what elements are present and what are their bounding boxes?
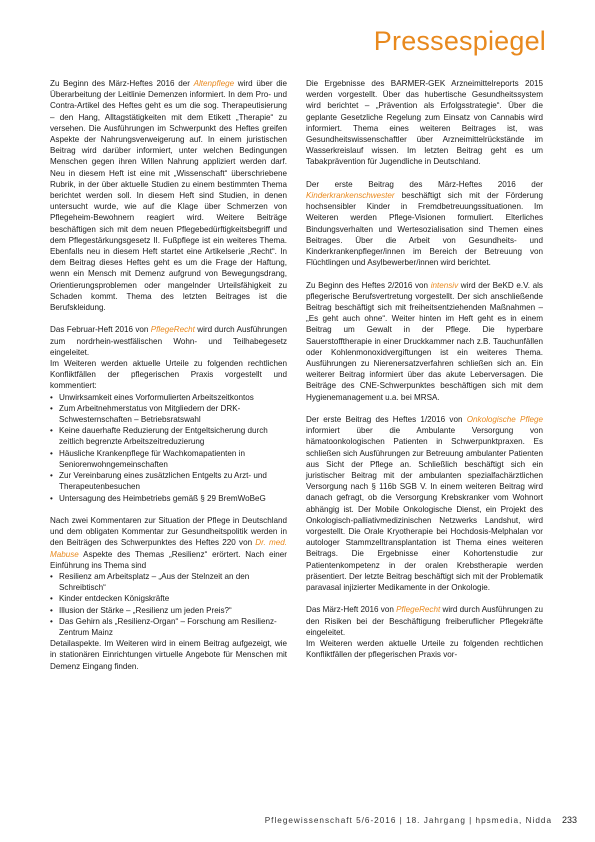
footer-citation: Pflegewissenschaft 5/6-2016 | 18. Jahrgang | hpsmedia, Nidda <box>264 816 552 825</box>
list-item: • Keine dauerhafte Reduzierung der Entgeltsicherung durch zeitlich begrenzte Arbeitszeitreduzierung <box>50 425 287 447</box>
text-segment: Die Ergebnisse des BARMER-GEK Arzneimittelreports 2015 werden vorgestellt. Über das hubertische Gesundheitssystem wird berichtet – „Prävention als Erfolgsstrategie“. Über die geplante Gesetzliche Regelung zum Einsatz von Cannabis wird informiert. Thema eines weiteren Beitrages ist, was Gesundheitswissenschaftler über Arzneimittelrückstände im Wasserkreislauf wissen. Im letzten Beitrag geht es um Tabakprävention für Jugendliche in Deutschland. <box>306 79 543 167</box>
journal-name: Onkologische Pflege <box>466 415 543 425</box>
text-segment: wird der BeKD e.V. als pflegerische Berufsvertretung vorgestellt. Der sich anschließende Beitrag beschäftigt sich mit freiheitsentziehenden Maßnahmen – „Es geht auch ohne“. Weiter hinten im Heft geht es in einem Beitrag um Gewalt in der Pflege. Die hyperbare Sauerstofftherapie in einer Druckkammer nach z.B. Tauchunfällen oder Kohlenmonoxidvergiftungen ist ein weiteres Thema. Ausführungen zu Nierenersatzverfahren schließen sich an. Ein weiterer Beitrag informiert über das akute Leberversagen. Die Beiträge des CNE-Schwerpunktes beschäftigen sich mit dem Hygienemanagement u.a. bei MRSA. <box>306 280 543 402</box>
text-segment: Im Weiteren werden aktuelle Urteile zu folgenden rechtlichen Konfliktfällen der pflegerischen Praxis vor- <box>306 639 543 660</box>
article-paragraph <box>306 638 543 660</box>
journal-name: Altenpflege <box>193 79 235 88</box>
list-item: • Untersagung des Heimbetriebs gemäß § 29 BremWoBeG <box>50 493 287 504</box>
article-paragraph <box>306 414 543 593</box>
list-item: • Kinder entdecken Königskräfte <box>50 593 287 604</box>
list-item: • Resilienz am Arbeitsplatz – „Aus der Stelnzeit an den Schreibtisch“ <box>50 571 287 593</box>
journal-name: PflegeRecht <box>150 325 195 335</box>
journal-name: Dr. med. Mabuse <box>50 538 287 559</box>
bullet-list <box>50 571 287 638</box>
list-item: • Illusion der Stärke – „Resilienz um jeden Preis?“ <box>50 605 287 616</box>
article-paragraph <box>306 280 543 403</box>
text-segment: Detailaspekte. Im Weiteren wird in einem Beitrag aufgezeigt, wie in stationären Einrichtungen virtuelle Angebote für Menschen mit Demenz Eingang finden. <box>50 639 287 671</box>
article-paragraph <box>306 78 543 168</box>
text-segment: Der erste Beitrag des März-Heftes 2016 der <box>306 179 543 189</box>
list-item: • Unwirksamkeit eines Vorformulierten Arbeitszeitkontos <box>50 392 287 403</box>
text-segment: Aspekte des Themas „Resilienz“ erörtert. Nach einer Einführung ins Thema sind <box>50 549 287 570</box>
text-segment: Im Weiteren werden aktuelle Urteile zu folgenden rechtlichen Konfliktfällen der pflegerischen Praxis vorgestellt und kommentiert: <box>50 359 287 391</box>
journal-name: Kinderkrankenschwester <box>306 191 395 201</box>
article-paragraph <box>306 604 543 638</box>
article-paragraph <box>306 179 543 269</box>
journal-name: intensiv <box>430 280 459 290</box>
list-item: • Das Gehirn als „Resilienz-Organ“ – Forschung am Resilienz-Zentrum Mainz <box>50 616 287 638</box>
list-item: • Zur Vereinbarung eines zusätzlichen Entgelts zu Arzt- und Therapeutenbesuchen <box>50 470 287 492</box>
article-paragraph <box>50 324 287 358</box>
text-segment: beschäftigt sich mit der Förderung hochsensibler Kinder in Fremdbetreuungssituationen. Im Weiteren werden Pflege-Visionen formuliert. Elterliches Bindungsverhalten und Wertesozialisation sind Themen eines Beitrages. Über die Arbeit von Gesundheits- und Kinderkrankenpfleger/innen im Bereich der Betreuung von Flüchtlingen und Asylbewerber/innen wird berichtet. <box>306 191 543 268</box>
bullet-list <box>50 392 287 504</box>
text-segment: wird durch Ausführungen zum nordrhein-westfälischen Wohn- und Teilhabegesetz eingeleitet. <box>50 325 287 357</box>
text-segment: Nach zwei Kommentaren zur Situation der Pflege in Deutschland und dem obligaten Kommentar zur Gesundheitspolitik werden in den Beiträgen des Schwerpunktes des Heftes 220 von <box>50 515 287 548</box>
left-column <box>50 78 287 683</box>
text-segment: Das März-Heft 2016 von <box>306 605 397 615</box>
article-paragraph <box>50 638 287 672</box>
article-paragraph <box>50 358 287 392</box>
page-title: Pressespiegel <box>373 26 546 56</box>
text-segment: informiert über die Ambulante Versorgung von hämatoonkologischen Patienten in Schwerpunktpraxen. Es schließen sich Ausführungen zur Betreuung ambulanter Patienten aus Sicht der Pflege an. Schließlich beschäftigt sich ein juristischer Beitrag mit der ambulanten spezialfachärztlichen Versorgung nach § 116b SGB V. In einem weiteren Beitrag wird danach gefragt, ob die Versorgung Krebskranker vom Wohnort abhängig ist. Der Mobile Onkologische Dienst, ein Projekt des Onkologisch-palliativmedizinischen Netzwerks Landshut, wird vorgestellt. Die Orale Kryotherapie bei Hochdosis-Melphalan vor autologer Stammzelltransplantation ist Thema eines weiteren Beitrags. Die Ergebnisse einer Kohortenstudie zur Patientenkompetenz in der oralen Krebstherapie werden präsentiert. Der letzte Beitrag beschäftigt sich mit der Problematik paravasal injizierter Medikamente in der Onkologie. <box>306 426 543 593</box>
text-segment: Der erste Beitrag des Heftes 1/2016 von <box>306 415 467 425</box>
article-paragraph <box>50 515 287 571</box>
list-item: • Häusliche Krankenpflege für Wachkomapatienten in Seniorenwohngemeinschaften <box>50 448 287 470</box>
right-column <box>306 78 543 672</box>
page-number: 233 <box>561 815 577 825</box>
text-segment: wird durch Ausführungen zu den Risiken bei der Beschäftigung freiberuflicher Pflegekräfte eingeleitet. <box>306 605 543 637</box>
text-segment: Zu Beginn des März-Heftes 2016 der <box>50 79 194 88</box>
text-segment: wird über die Überarbeitung der Leitlinie Demenzen informiert. In dem Pro- und Contra-Artikel des Heftes geht es um die sog. Therapeutisierung – den Hang, Alltagstätigkeiten mit dem Etikett „Therapie“ zu versehen. Die Ausführungen im Schwerpunkt des Heftes greifen Aspekte der Nahrungsverweigerung auf. In einem juristischen Beitrag wird darüber informiert, unter welchen Bedingungen Menschen gegen ihren Willen Nahrung appliziert werden darf. Neu in diesem Heft ist eine mit „Wissenschaft“ überschriebene Rubrik, in der über aktuelle Studien zu einem bestimmten Thema berichtet werden soll. In diesem Heft sind Studien, in denen untersucht wurde, wie auf die Klage über Schmerzen von Pflegeheim-Bewohnern reagiert wird. Weitere Beiträge beschäftigen sich mit dem neuen Pflegebedürftigkeitsbegriff und dem Pflegestärkungsgesetz II. Fußpflege ist ein weiteres Thema. Ebenfalls neu in diesem Heft startet eine Artikelserie „Recht“. In dem Beitrag dieses Heftes geht es um die Frage der Haftung, wenn ein Mensch mit Demenz aufgrund von Bewegungsdrang, Orientierungsproblemen oder mangelnder Urteilsfähigkeit zu Schaden kommt. Thema des letzten Beitrages ist die Berufskleidung. <box>50 79 288 313</box>
list-item: • Zum Arbeitnehmerstatus von Mitgliedern der DRK-Schwesternschaften – Betriebsratswahl <box>50 403 287 425</box>
text-segment: Das Februar-Heft 2016 von <box>50 325 151 335</box>
text-segment: Zu Beginn des Heftes 2/2016 von <box>306 280 431 290</box>
article-paragraph <box>50 78 287 313</box>
journal-name: PflegeRecht <box>396 605 441 615</box>
